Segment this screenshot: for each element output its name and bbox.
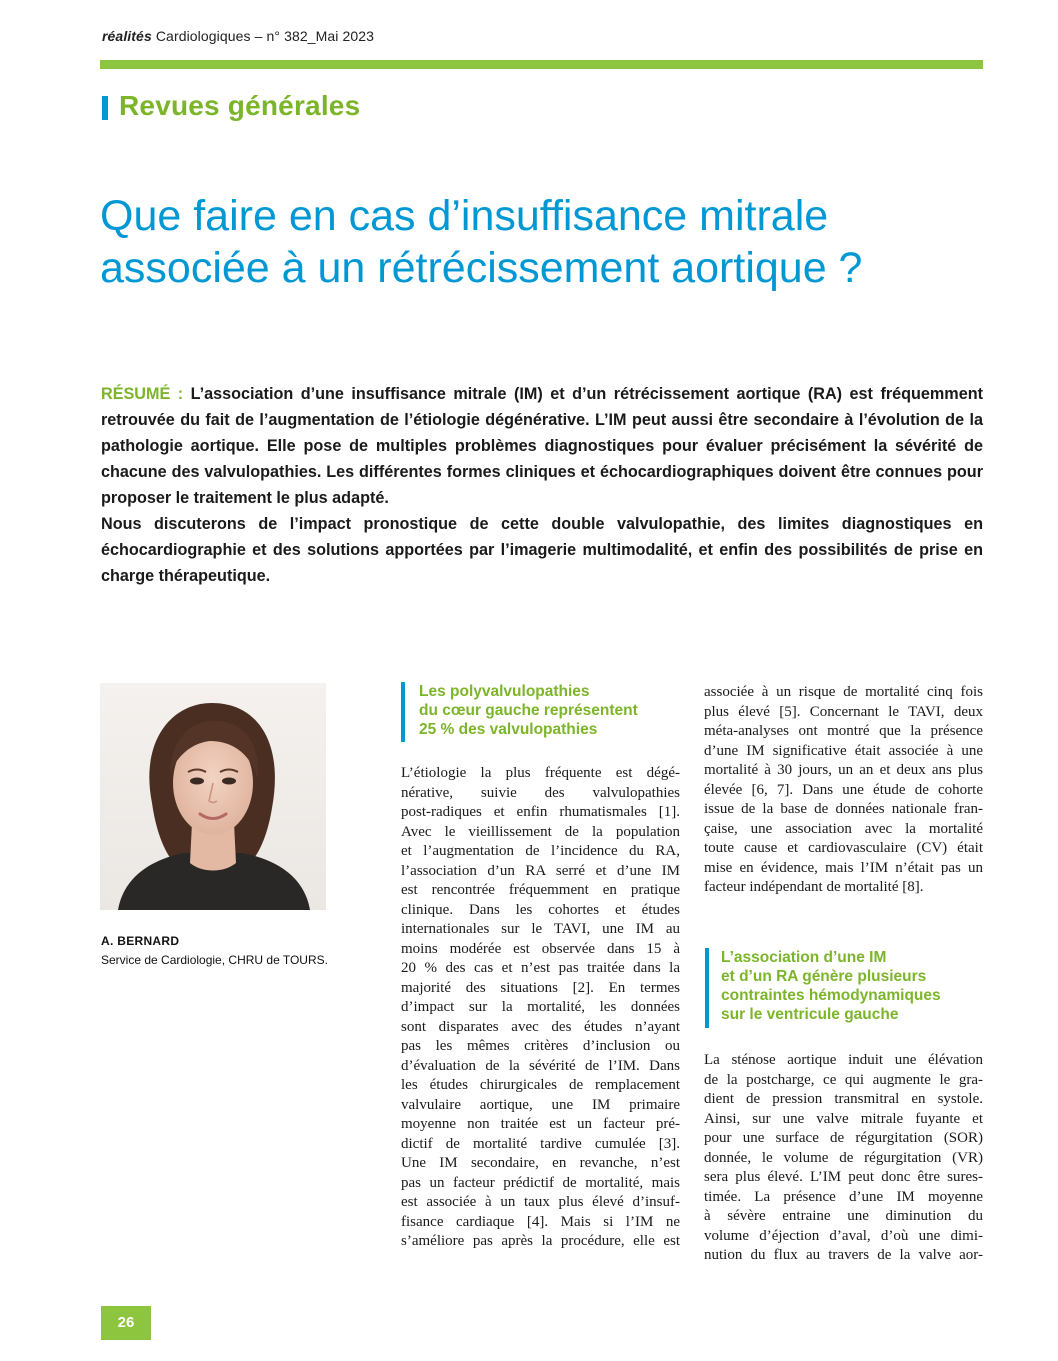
body-line: les études chirurgicales de remplacement <box>401 1077 680 1093</box>
body-line: facteur indépendant de mortalité [8]. <box>704 879 924 895</box>
body-line: mortalité à 30 jours, un an et deux ans plus <box>704 762 983 778</box>
body-line: méta-analyses ont montré que la présence <box>704 723 983 739</box>
body-line: élevée [6, 7]. Dans une étude de cohorte <box>704 781 983 798</box>
body-line: est rencontrée fréquemment en pratique <box>401 882 680 898</box>
subhead-2-line-3: contraintes hémodynamiques <box>721 987 941 1004</box>
body-line: Ainsi, sur une valve mitrale fuyante et <box>704 1110 983 1127</box>
body-line: mise en évidence, mais l’IM n’était pas un <box>704 859 983 876</box>
body-line: nution du flux au travers de la valve aor- <box>704 1247 983 1263</box>
summary-label: RÉSUMÉ : <box>101 385 184 403</box>
body-line: post-radiques et enfin rhumatismales [1]. <box>401 804 680 820</box>
body-line: çaise, une association avec la mortalité <box>704 820 983 837</box>
body-line: internationales sur le TAVI, une IM au <box>401 921 680 937</box>
subheading-1 <box>419 682 689 739</box>
body-line: Une IM secondaire, en revanche, n’est <box>401 1155 680 1171</box>
subhead-marker-2 <box>705 948 709 1028</box>
body-line: sont disparates avec des études n’ayant <box>401 1018 680 1035</box>
author-name: A. BERNARD <box>101 934 180 948</box>
title-line-2: associée à un rétrécissement aortique ? <box>100 244 863 292</box>
body-line: est associée à un taux plus élevé d’insuf- <box>401 1194 680 1210</box>
body-line: majorité des situations [2]. En termes <box>401 979 680 996</box>
body-line: d’une IM significative était associée à une <box>704 742 983 759</box>
body-line: d’impact sur la mortalité, les données <box>401 999 680 1015</box>
body-line: dictif de mortalité tardive cumulée [3]. <box>401 1135 680 1152</box>
body-line: l’association d’un RA serré et d’une IM <box>401 862 680 879</box>
body-line: sera plus élevé. L’IM peut donc être sures- <box>704 1169 983 1185</box>
body-line: s’améliore pas après la procédure, elle est <box>401 1233 680 1249</box>
body-line: pour une surface de régurgitation (SOR) <box>704 1130 983 1146</box>
body-line: timée. La présence d’une IM moyenne <box>704 1188 983 1205</box>
body-line: associée à un risque de mortalité cinq fois <box>704 684 983 700</box>
body-line: dient de pression transmitral en systole. <box>704 1091 983 1107</box>
author-affiliation: Service de Cardiologie, CHRU de TOURS. <box>101 953 328 967</box>
body-line: d’évaluation de la sévérité de l’IM. Dans <box>401 1057 680 1074</box>
body-line: toute cause et cardiovasculaire (CV) était <box>704 840 983 856</box>
body-line: L’étiologie la plus fréquente est dégé- <box>401 765 680 781</box>
subhead-1-line-3: 25 % des valvulopathies <box>419 721 598 738</box>
body-column-3-bottom <box>704 1051 983 1266</box>
body-line: pas les mêmes critères d’inclusion ou <box>401 1038 680 1054</box>
running-header <box>102 28 374 44</box>
summary-paragraph-1 <box>101 381 983 511</box>
portrait-illustration <box>100 683 326 910</box>
body-line: 20 % des cas et n’est pas traitée dans la <box>401 960 680 976</box>
body-line: fisance cardiaque [4]. Mais si l’IM ne <box>401 1213 680 1230</box>
subhead-marker-1 <box>401 682 405 742</box>
body-line: nérative, suivie des valvulopathies <box>401 784 680 801</box>
summary-block <box>101 381 983 589</box>
body-line: volume d’éjection d’aval, d’où une dimi- <box>704 1227 983 1244</box>
body-line: moyenne non traitée est un facteur pré- <box>401 1116 680 1132</box>
article-title <box>100 190 1000 294</box>
body-line: et l’augmentation de l’incidence du RA, <box>401 843 680 859</box>
body-line: de la postcharge, ce qui augmente le gra- <box>704 1071 983 1088</box>
subheading-2 <box>721 948 991 1024</box>
subhead-2-line-1: L’association d’une IM <box>721 949 887 966</box>
body-line: donnée, le volume de régurgitation (VR) <box>704 1149 983 1166</box>
body-line: clinique. Dans les cohortes et études <box>401 901 680 918</box>
body-line: issue de la base de données nationale fran- <box>704 801 983 817</box>
subhead-2-line-2: et d’un RA génère plusieurs <box>721 968 927 985</box>
summary-paragraph-2: Nous discuterons de l’impact pronostique de cette double valvulopathie, des limites diagnostiques en échocardiographie et des solutions apportées par l’imagerie multimodalité, et enfin des possibilités de prise en charge thérapeutique. <box>101 515 983 585</box>
summary-text-1: L’association d’une insuffisance mitrale (IM) et d’un rétrécissement aortique (RA) est fréquemment retrouvée du fait de l’augmentation de l’étiologie dégénérative. L’IM peut aussi être secondaire à l’évolution de la pathologie aortique. Elle pose de multiples problèmes diagnostiques pour évaluer précisément la sévérité de chacune des valvulopathies. Les différentes formes cliniques et échocardiographiques doivent être connues pour proposer le traitement le plus adapté. <box>101 385 983 507</box>
author-photo <box>100 683 326 910</box>
body-line: plus élevé [5]. Concernant le TAVI, deux <box>704 703 983 720</box>
section-marker <box>102 96 108 120</box>
body-line: à sévère entraine une diminution du <box>704 1208 983 1224</box>
body-line: moins modérée est observée dans 15 à <box>401 940 680 957</box>
section-label: Revues générales <box>119 90 361 121</box>
body-line: pas un facteur prédictif de mortalité, mais <box>401 1174 680 1191</box>
header-rule <box>100 60 983 69</box>
body-line: valvulaire aortique, une IM primaire <box>401 1096 680 1113</box>
body-line: La sténose aortique induit une élévation <box>704 1052 983 1068</box>
subhead-2-line-4: sur le ventricule gauche <box>721 1006 899 1023</box>
page-number: 26 <box>101 1306 151 1340</box>
body-line: Avec le vieillissement de la population <box>401 823 680 840</box>
subhead-1-line-1: Les polyvalvulopathies <box>419 683 590 700</box>
journal-issue: Cardiologiques – n° 382_Mai 2023 <box>155 28 375 44</box>
body-column-3-top <box>704 683 983 898</box>
subhead-1-line-2: du cœur gauche représentent <box>419 702 638 719</box>
title-line-1: Que faire en cas d’insuffisance mitrale <box>100 192 829 240</box>
journal-brand: réalités <box>102 28 152 44</box>
body-column-2 <box>401 764 680 1252</box>
